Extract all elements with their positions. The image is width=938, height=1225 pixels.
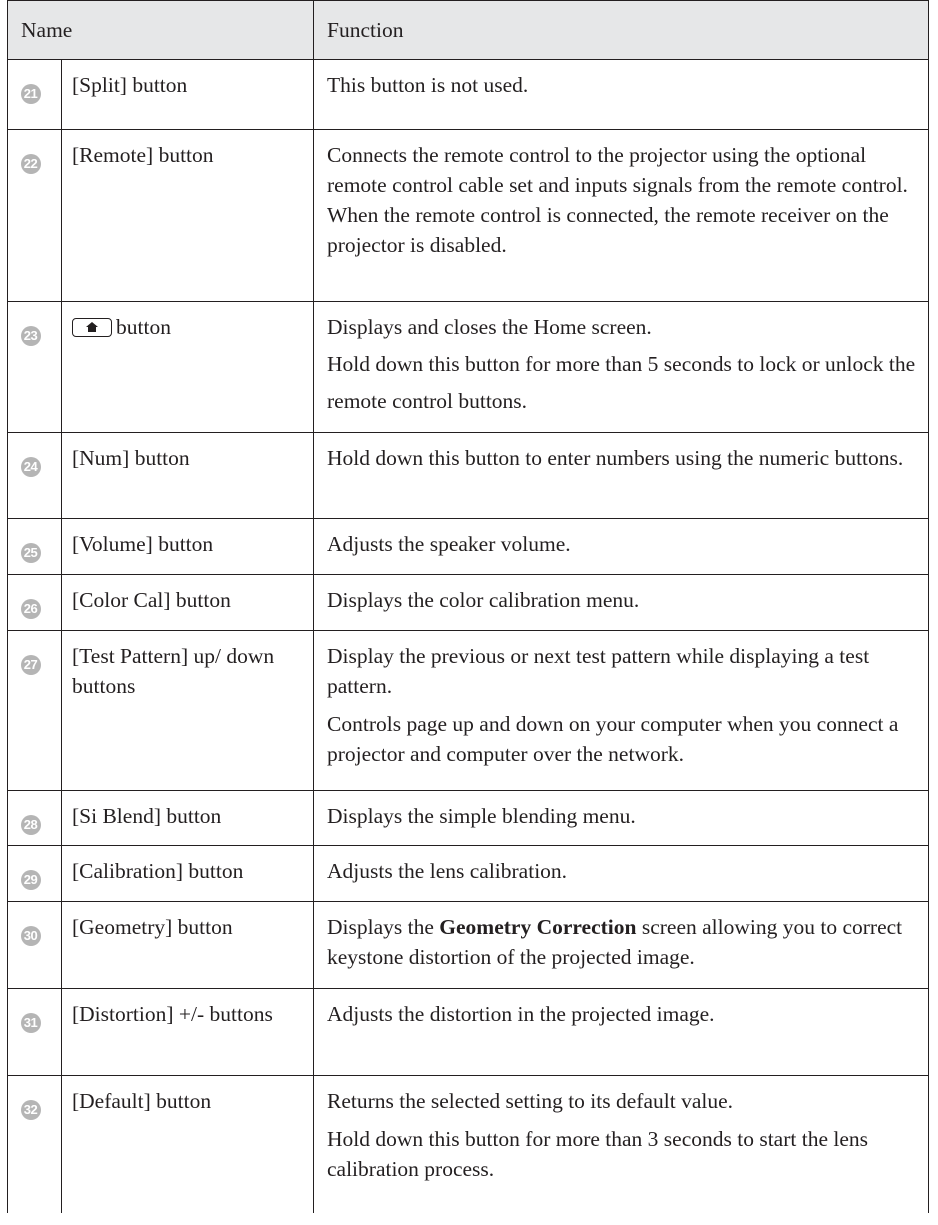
header-name: Name — [8, 1, 314, 60]
item-number-badge: 29 — [21, 870, 41, 890]
function-text: Returns the selected setting to its default value. — [327, 1089, 734, 1113]
function-text: Controls page up and down on your computer when you connect a projector and computer over the network. — [327, 712, 899, 766]
item-number-badge: 27 — [21, 655, 41, 675]
item-function — [314, 791, 929, 846]
item-name-label: button — [116, 315, 171, 339]
function-text: Hold down this button for more than 5 seconds to lock or unlock the remote control buttons. — [327, 352, 916, 413]
table-row — [8, 433, 929, 519]
table-row — [8, 791, 929, 846]
item-number-badge: 32 — [21, 1100, 41, 1120]
item-function — [314, 989, 929, 1076]
table-row — [8, 519, 929, 575]
function-text: Displays the color calibration menu. — [327, 588, 640, 612]
item-number-badge: 24 — [21, 457, 41, 477]
function-text: Display the previous or next test pattern while displaying a test pattern. — [327, 644, 870, 698]
function-text: Displays the simple blending menu. — [327, 804, 636, 828]
item-number-badge: 31 — [21, 1013, 41, 1033]
item-name: [Test Pattern] up/ down buttons — [62, 631, 314, 791]
home-button-icon — [72, 318, 112, 337]
function-text: Hold down this button to enter numbers using the numeric buttons. — [327, 446, 904, 470]
table-row — [8, 60, 929, 130]
function-text: Displays and closes the Home screen. — [327, 315, 652, 339]
item-function — [314, 130, 929, 302]
function-text: Connects the remote control to the projector using the optional remote control cable set and inputs signals from the remote control. When the remote control is connected, the remote receiver on the projector is disabled. — [327, 143, 908, 257]
table-row — [8, 631, 929, 791]
item-name: [Default] button — [62, 1076, 314, 1213]
item-name: [Calibration] button — [62, 846, 314, 902]
table-row — [8, 1076, 929, 1213]
button-function-table — [7, 0, 929, 1213]
function-text: Adjusts the distortion in the projected image. — [327, 1002, 715, 1026]
table-row — [8, 130, 929, 302]
item-name: [Split] button — [62, 60, 314, 130]
item-function — [314, 60, 929, 130]
item-number-badge: 30 — [21, 926, 41, 946]
item-number-badge: 23 — [21, 326, 41, 346]
function-text: Adjusts the lens calibration. — [327, 859, 568, 883]
item-name — [62, 302, 314, 433]
item-function — [314, 575, 929, 631]
item-name: [Num] button — [62, 433, 314, 519]
header-function: Function — [314, 1, 929, 60]
item-function — [314, 519, 929, 575]
item-number-badge: 21 — [21, 84, 41, 104]
item-number-badge: 25 — [21, 543, 41, 563]
item-name: [Color Cal] button — [62, 575, 314, 631]
table-row — [8, 902, 929, 989]
item-name: [Distortion] +/- buttons — [62, 989, 314, 1076]
function-text-prefix: Displays the — [327, 915, 440, 939]
item-name: [Remote] button — [62, 130, 314, 302]
table-row — [8, 575, 929, 631]
function-text-suffix: screen allowing you to correct keystone distortion of the projected image. — [327, 915, 903, 969]
item-function — [314, 631, 929, 791]
table-row — [8, 302, 929, 433]
item-number-badge: 28 — [21, 815, 41, 835]
table-header-row — [8, 1, 929, 60]
function-text — [327, 912, 920, 972]
item-function — [314, 902, 929, 989]
item-number-badge: 22 — [21, 154, 41, 174]
item-function — [314, 302, 929, 433]
table-row — [8, 989, 929, 1076]
table-row — [8, 846, 929, 902]
item-function — [314, 433, 929, 519]
geometry-correction-term: Geometry Correction — [439, 915, 637, 939]
function-text: This button is not used. — [327, 73, 529, 97]
item-number-badge: 26 — [21, 599, 41, 619]
function-text: Adjusts the speaker volume. — [327, 532, 571, 556]
function-text: Hold down this button for more than 3 seconds to start the lens calibration process. — [327, 1127, 869, 1181]
item-function — [314, 846, 929, 902]
item-name: [Geometry] button — [62, 902, 314, 989]
item-function — [314, 1076, 929, 1213]
item-name: [Si Blend] button — [62, 791, 314, 846]
item-name: [Volume] button — [62, 519, 314, 575]
